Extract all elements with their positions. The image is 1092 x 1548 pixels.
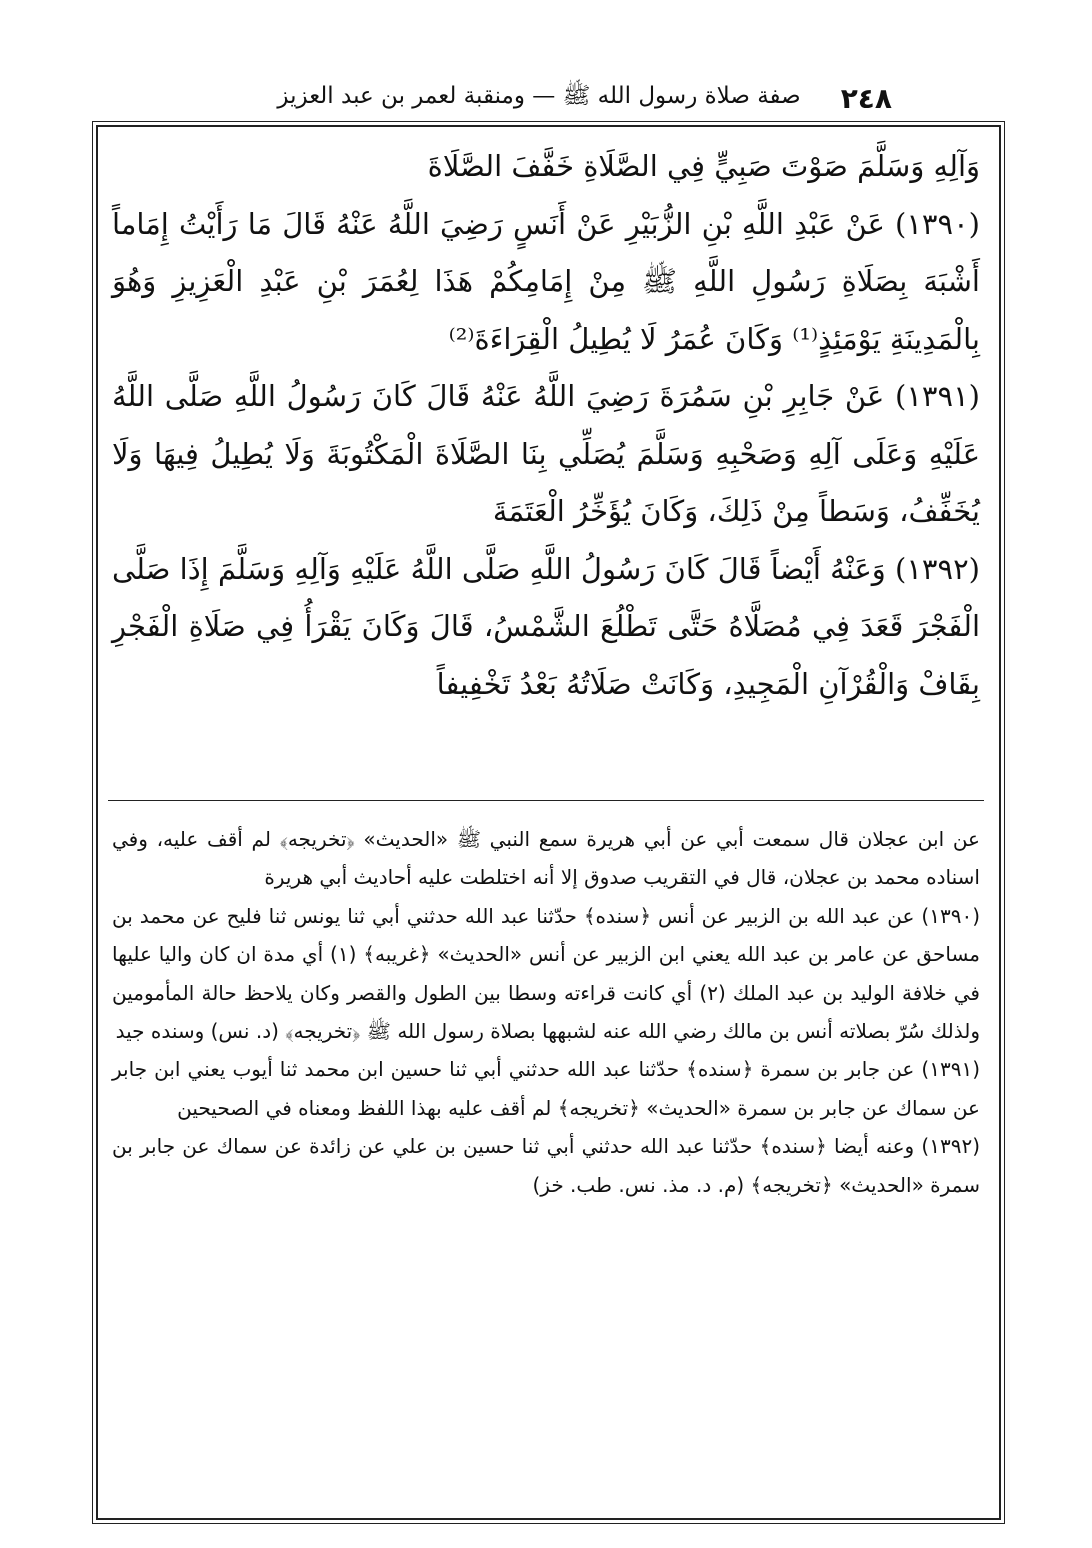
footnote-continuation: عن ابن عجلان قال سمعت أبي عن أبي هريرة سمع النبي ﷺ «الحديث» ﴿تخريجه﴾ لم أقف عليه، وفي اسناده محمد بن عجلان، قال في التقريب صدوق إلا أنه اختلطت عليه أحاديث أبي هريرة — [112, 827, 980, 890]
page-number: ٢٤٨ — [840, 81, 892, 115]
page-header — [110, 78, 892, 118]
main-text — [112, 138, 980, 713]
footnote-1391: (١٣٩١) عن جابر بن سمرة ﴿سنده﴾ حدّثنا عبد الله حدثني أبي ثنا حسين ابن محمد ثنا أيوب يعني ابن جابر عن سماك عن جابر بن سمرة «الحديث» ﴿تخريجه﴾ لم أقف عليه بهذا اللفظ ومعناه في الصحيحين — [112, 1057, 980, 1120]
footnote-divider — [108, 800, 984, 801]
footnote-1392: (١٣٩٢) وعنه أيضا ﴿سنده﴾ حدّثنا عبد الله حدثني أبي ثنا حسين بن علي عن زائدة عن سماك عن جابر بن سمرة «الحديث» ﴿تخريجه﴾ (م. د. مذ. نس. طب. خز) — [112, 1134, 980, 1197]
running-head: صفة صلاة رسول الله ﷺ — ومنقبة لعمر بن عبد العزيز — [277, 83, 801, 109]
footnote-1390: (١٣٩٠) عن عبد الله بن الزبير عن أنس ﴿سنده﴾ حدّثنا عبد الله حدثني أبي ثنا يونس ثنا فليح عن محمد بن مساحق عن عامر بن عبد الله يعني ابن الزبير عن أنس «الحديث» ﴿غريبه﴾ (١) أي مدة ان كان واليا عليها في خلافة الوليد بن عبد الملك (٢) أي كانت قراءته وسطا بين الطول والقصر وكان يلاحظ حالة المأمومين ولذلك سُرّ بصلاته أنس بن مالك رضي الله عنه لشبهها بصلاة رسول الله ﷺ ﴿تخريجه﴾ (د. نس) وسنده جيد — [112, 903, 981, 1044]
footnotes — [112, 820, 980, 1204]
hadith-1392: (١٣٩٢) وَعَنْهُ أَيْضاً قَالَ كَانَ رَسُولُ اللَّهِ صَلَّى اللَّهُ عَلَيْهِ وَآلِهِ وَسَلَّمَ إِذَا صَلَّى الْفَجْرَ قَعَدَ فِي مُصَلَّاهُ حَتَّى تَطْلُعَ الشَّمْسُ، قَالَ وَكَانَ يَقْرَأُ فِي صَلَاةِ الْفَجْرِ بِقَافْ وَالْقُرْآنِ الْمَجِيدِ، وَكَانَتْ صَلَاتُهُ بَعْدُ تَخْفِيفاً — [112, 551, 980, 701]
main-paragraph-continuation: وَآلِهِ وَسَلَّمَ صَوْتَ صَبِيٍّ فِي الصَّلَاةِ خَفَّفَ الصَّلَاةَ — [427, 149, 980, 183]
hadith-1390: (١٣٩٠) عَنْ عَبْدِ اللَّهِ بْنِ الزُّبَيْرِ عَنْ أَنَسٍ رَضِيَ اللَّهُ عَنْهُ قَالَ مَا رَأَيْتُ إِمَاماً أَشْبَهَ بِصَلَاةِ رَسُولِ اللَّهِ ﷺ مِنْ إِمَامِكُمْ هَذَا لِعُمَرَ بْنِ عَبْدِ الْعَزِيزِ وَهُوَ بِالْمَدِينَةِ يَوْمَئِذٍ⁽¹⁾ وَكَانَ عُمَرُ لَا يُطِيلُ الْقِرَاءَةَ⁽²⁾ — [112, 206, 980, 356]
hadith-1391: (١٣٩١) عَنْ جَابِرِ بْنِ سَمُرَةَ رَضِيَ اللَّهُ عَنْهُ قَالَ كَانَ رَسُولُ اللَّهِ صَلَّى اللَّهُ عَلَيْهِ وَعَلَى آلِهِ وَصَحْبِهِ وَسَلَّمَ يُصَلِّي بِنَا الصَّلَاةَ الْمَكْتُوبَةَ وَلَا يُطِيلُ فِيهَا وَلَا يُخَفِّفُ، وَسَطاً مِنْ ذَلِكَ، وَكَانَ يُؤَخِّرُ الْعَتَمَةَ — [112, 379, 980, 528]
